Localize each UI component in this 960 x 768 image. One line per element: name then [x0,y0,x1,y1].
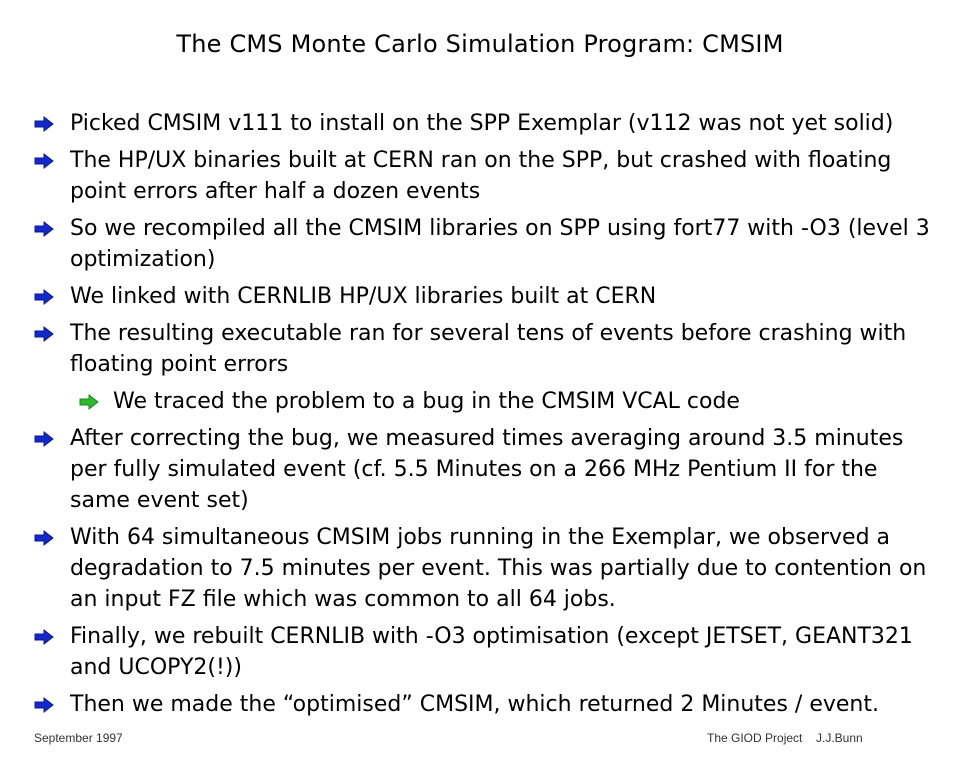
bullet-item [34,213,934,275]
arrow-right-icon [34,289,54,305]
bullet-item [34,281,934,312]
bullet-text: So we recompiled all the CMSIM libraries on SPP using fort77 with -O3 (level 3 optimization) [70,216,930,272]
arrow-right-icon [34,326,54,342]
arrow-right-icon [34,116,54,132]
arrow-right-icon [79,394,99,410]
bullet-list [34,108,934,726]
arrow-right-icon [34,431,54,447]
bullet-text: The HP/UX binaries built at CERN ran on the SPP, but crashed with floating point errors after half a dozen events [70,148,892,204]
footer-author: J.J.Bunn [816,731,863,745]
bullet-text: The resulting executable ran for several tens of events before crashing with floating point errors [70,321,907,377]
footer-project: The GIOD Project [707,731,803,745]
bullet-item [34,522,934,615]
bullet-item [34,689,934,720]
bullet-item [34,145,934,207]
bullet-text: With 64 simultaneous CMSIM jobs running in the Exemplar, we observed a degradation to 7.5 minutes per event. This was partially due to contention on an input FZ file which was common to all 64 jobs. [70,525,927,612]
arrow-right-icon [34,530,54,546]
arrow-right-icon [34,697,54,713]
bullet-item [34,621,934,683]
bullet-text: Then we made the “optimised” CMSIM, which returned 2 Minutes / event. [70,692,879,717]
sub-bullet-item [34,386,934,417]
bullet-item [34,423,934,516]
sub-bullet-text: We traced the problem to a bug in the CMSIM VCAL code [113,389,740,414]
arrow-right-icon [34,221,54,237]
arrow-right-icon [34,629,54,645]
slide-title: The CMS Monte Carlo Simulation Program: CMSIM [176,30,784,58]
bullet-text: After correcting the bug, we measured times averaging around 3.5 minutes per fully simulated event (cf. 5.5 Minutes on a 266 MHz Pentium II for the same event set) [70,426,904,513]
arrow-right-icon [34,153,54,169]
bullet-text: We linked with CERNLIB HP/UX libraries built at CERN [70,284,657,309]
bullet-item [34,318,934,380]
footer-date: September 1997 [34,731,123,745]
bullet-item [34,108,934,139]
bullet-text: Finally, we rebuilt CERNLIB with -O3 optimisation (except JETSET, GEANT321 and UCOPY2(!)) [70,624,913,680]
bullet-text: Picked CMSIM v111 to install on the SPP Exemplar (v112 was not yet solid) [70,111,894,136]
